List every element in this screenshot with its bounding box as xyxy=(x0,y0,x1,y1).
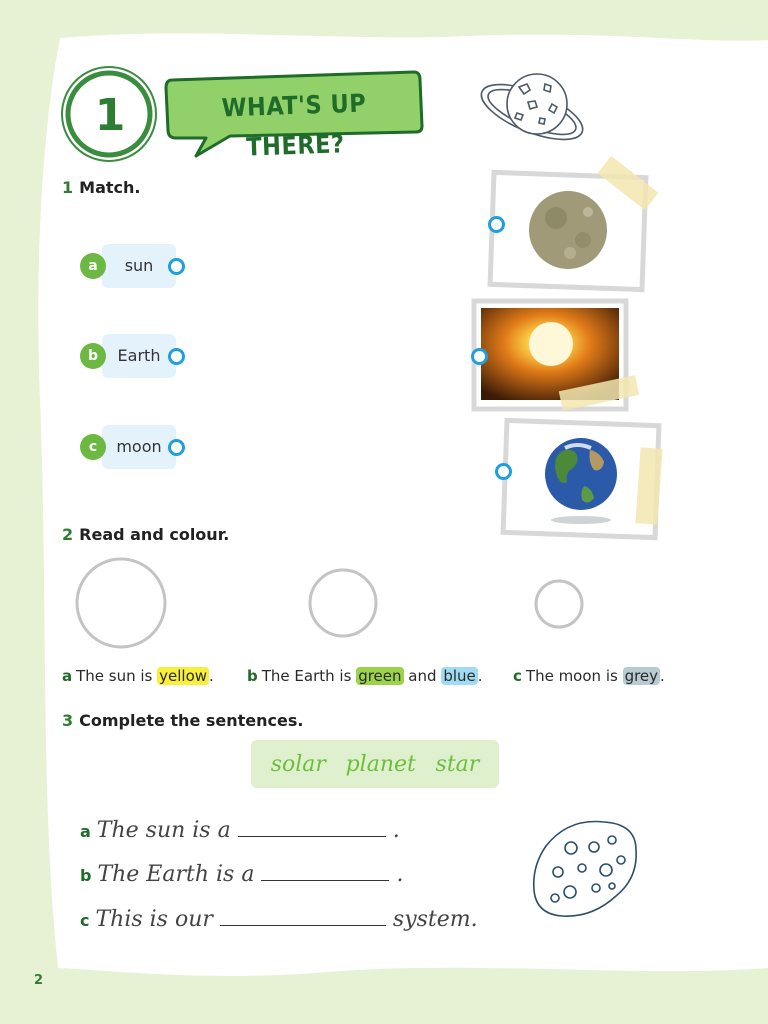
letter-badge-a: a xyxy=(80,253,106,279)
sentence-end: . xyxy=(477,667,483,685)
match-word-sun xyxy=(102,244,176,288)
word-bank-item: planet xyxy=(345,751,416,777)
sentence-letter: a xyxy=(80,822,91,841)
match-word-label: sun xyxy=(124,256,154,275)
letter-badge-c: c xyxy=(80,434,106,460)
sentence-end: . xyxy=(392,818,400,843)
activity2-number: 2 xyxy=(62,525,74,544)
match-word-label: moon xyxy=(116,437,162,456)
letter-badge-b: b xyxy=(80,343,106,369)
match-dot-moon-photo[interactable] xyxy=(488,216,505,233)
complete-sentence-c xyxy=(80,907,478,932)
sentence-text: The Earth is a xyxy=(97,862,255,887)
match-dot-sun[interactable] xyxy=(168,258,185,275)
match-dot-earth[interactable] xyxy=(168,348,185,365)
activity1-instruction: Match. xyxy=(79,178,141,197)
activity3-number: 3 xyxy=(62,711,74,730)
sentence-letter: c xyxy=(513,667,522,685)
activity3-instruction: Complete the sentences. xyxy=(79,711,304,730)
sentence-letter: b xyxy=(247,667,258,685)
activity2-heading xyxy=(62,525,229,544)
page-number: 2 xyxy=(34,973,44,988)
match-word-moon xyxy=(102,425,176,469)
sentence-text: The sun is xyxy=(76,667,153,685)
match-dot-earth-photo[interactable] xyxy=(495,463,512,480)
sentence-letter: a xyxy=(62,667,73,685)
colour-sentence-a xyxy=(62,667,214,685)
sun-photo xyxy=(474,301,639,411)
colour-word-grey: grey xyxy=(624,667,659,685)
match-dot-sun-photo[interactable] xyxy=(471,348,488,365)
earth-photo xyxy=(503,420,663,537)
match-word-earth xyxy=(102,334,176,378)
sentence-text: The sun is a xyxy=(96,818,231,843)
sentence-end: . xyxy=(209,667,214,685)
sentence-letter: c xyxy=(80,911,90,930)
sentence-letter: b xyxy=(80,866,92,885)
word-bank xyxy=(251,740,499,788)
colour-sentence-c xyxy=(513,667,665,685)
word-bank-item: star xyxy=(435,751,480,777)
word-bank-item: solar xyxy=(270,751,326,777)
sentence-text: This is our xyxy=(95,907,213,932)
activity1-heading xyxy=(62,178,140,197)
sentence-mid: and xyxy=(408,667,437,685)
answer-blank-a[interactable] xyxy=(238,818,386,837)
complete-sentence-a xyxy=(80,818,400,843)
colour-sentence-b xyxy=(247,667,483,685)
activity2-instruction: Read and colour. xyxy=(79,525,230,544)
colour-word-blue: blue xyxy=(443,667,476,685)
unit-number: 1 xyxy=(94,90,126,141)
moon-colour-circle xyxy=(536,581,582,627)
answer-blank-b[interactable] xyxy=(261,862,389,881)
sentence-end: system. xyxy=(392,907,478,932)
sentence-end: . xyxy=(396,862,404,887)
activity3-heading xyxy=(62,711,303,730)
match-dot-moon[interactable] xyxy=(168,439,185,456)
unit-title: WHAT'S UP THERE? xyxy=(221,88,367,162)
activity1-number: 1 xyxy=(62,178,74,197)
moon-photo xyxy=(490,156,658,290)
sentence-end: . xyxy=(660,667,665,685)
match-word-label: Earth xyxy=(117,346,161,365)
sun-colour-circle xyxy=(77,559,165,647)
answer-blank-c[interactable] xyxy=(220,907,386,926)
colour-word-green: green xyxy=(358,667,402,685)
sentence-text: The moon is xyxy=(525,667,618,685)
earth-colour-circle xyxy=(310,570,376,636)
complete-sentence-b xyxy=(80,862,403,887)
sentence-text: The Earth is xyxy=(261,667,352,685)
colour-word-yellow: yellow xyxy=(159,667,208,685)
